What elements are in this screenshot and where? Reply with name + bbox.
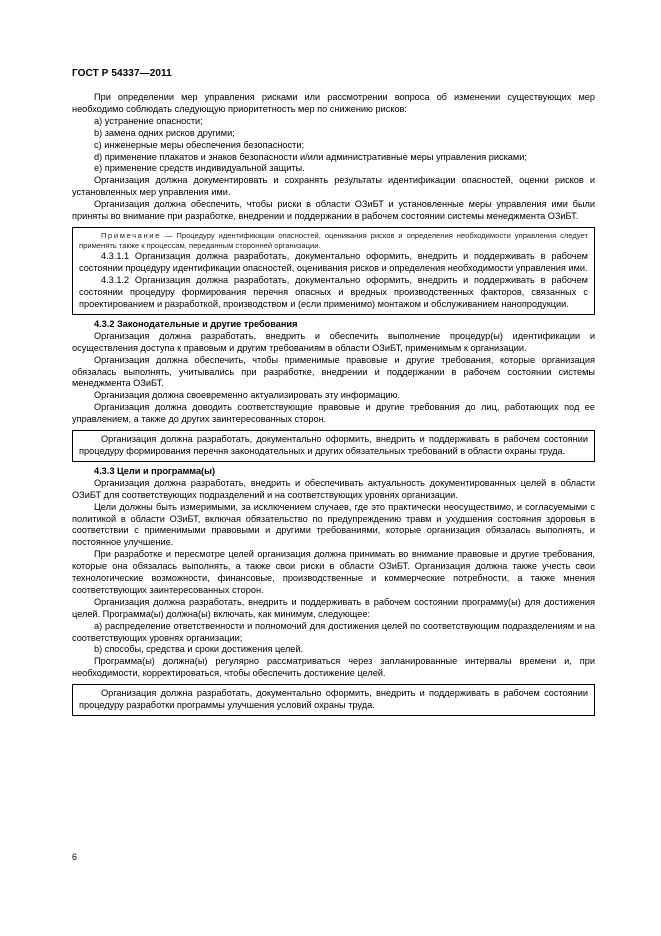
paragraph-risks-considered: Организация должна обеспечить, чтобы риски в области ОЗиБТ и установленные меры управления ими были приняты во внимание при разработке, внедрении и поддержании в рабочем состоянии системы менеджмента ОЗиБТ.	[72, 199, 595, 222]
document-body	[72, 92, 595, 720]
paragraph-4-3-2-3: Организация должна своевременно актуализировать эту информацию.	[94, 390, 401, 401]
clause-4-3-1-1: 4.3.1.1 Организация должна разработать, документально оформить, внедрить и поддерживать в рабочем состоянии процедуру идентификации опасностей, оценивания рисков и определения необходимости управления ими.	[79, 251, 588, 274]
paragraph-document-results: Организация должна документировать и сохранять результаты идентификации опасностей, оценки рисков и установленных мер управления ими.	[72, 175, 595, 198]
page-number: 6	[72, 852, 78, 862]
paragraph-4-3-2-4: Организация должна доводить соответствующие правовые и другие требования до лиц, работающих под ее управлением, а также до других заинтересованных сторон.	[72, 402, 595, 425]
intro-paragraph: При определении мер управления рисками или рассмотрении вопроса об изменении существующих мер необходимо соблюдать следующую приоритетность мер по снижению рисков:	[72, 92, 595, 114]
paragraph-4-3-3-2: Цели должны быть измеримыми, за исключением случаев, где это практически неосуществимо, и согласуемыми с политикой в области ОЗиБТ, включая обязательство по предупреждению травм и ухудшения состояния здоровья в соответствии с применимыми правовыми и другими требованиями, которые организация обязалась выполнять, и постоянное улучшение.	[72, 501, 595, 548]
document-header: ГОСТ Р 54337—2011	[72, 68, 172, 79]
paragraph-4-3-3-4: Организация должна разработать, внедрить и поддерживать в рабочем состоянии программу(ы) для достижения целей. Программа(ы) должна(ы) включать, как минимум, следующее:	[72, 596, 595, 619]
paragraph-4-3-2-1: Организация должна разработать, внедрить и обеспечить выполнение процедур(ы) идентификации и осуществления доступа к правовым и другим требованиям в области ОЗиБТ, применимым к организации.	[72, 330, 595, 353]
list-item-program-a: a) распределение ответственности и полномочий для достижения целей по соответствующим подразделениям и на соответствующих уровнях организации;	[72, 620, 595, 643]
list-item-d: d) применение плакатов и знаков безопасности и/или административные меры управления рисками;	[94, 151, 527, 162]
heading-4-3-2: 4.3.2 Законодательные и другие требования	[94, 318, 298, 329]
boxed-section-legal-requirements	[72, 430, 595, 462]
list-item-c: c) инженерные меры обеспечения безопасности;	[94, 139, 305, 150]
boxed-paragraph-legal: Организация должна разработать, документально оформить, внедрить и поддерживать в рабочем состоянии процедуру формирования перечня законодательных и других обязательных требований в области охраны труда.	[79, 434, 588, 456]
note-text: — Процедуру идентификации опасностей, оценивания рисков и определения необходимости управления следует применять также к процессам, переданным сторонней организации.	[79, 230, 588, 251]
boxed-section-4-3-1	[72, 227, 595, 315]
list-item-a: a) устранение опасности;	[94, 115, 203, 126]
paragraph-4-3-2-2: Организация должна обеспечить, чтобы применимые правовые и другие требования, которые организация обязалась выполнять, учитывались при разработке, внедрении и поддержании в рабочем состоянии системы менеджмента ОЗиБТ.	[72, 354, 595, 389]
boxed-section-program	[72, 684, 595, 716]
note	[79, 231, 588, 251]
paragraph-4-3-3-5: Программа(ы) должна(ы) регулярно рассматриваться через запланированные интервалы времени и, при необходимости, корректироваться, чтобы обеспечить достижение целей.	[72, 656, 595, 679]
boxed-paragraph-program: Организация должна разработать, документально оформить, внедрить и поддерживать в рабочем состоянии процедуру разработки программы улучшения условий охраны труда.	[79, 688, 588, 711]
list-item-program-b: b) способы, средства и сроки достижения целей.	[94, 644, 304, 655]
clause-4-3-1-2: 4.3.1.2 Организация должна разработать, документально оформить, внедрить и поддерживать в рабочем состоянии процедуру формирования перечня опасных и вредных производственных факторов, связанных с проектированием и разработкой, производством и (если применимо) монтажом и обслуживанием нанопродукции.	[79, 275, 588, 309]
paragraph-4-3-3-3: При разработке и пересмотре целей организация должна принимать во внимание правовые и другие требования, которые она обязалась выполнять, а также свои риски в области ОЗиБТ. Организация должна также учесть свои технологические возможности, финансовые, производственные и коммерческие потребности, а также мнения соответствующих заинтересованных сторон.	[72, 549, 595, 595]
list-item-b: b) замена одних рисков другими;	[94, 127, 235, 138]
list-item-e: e) применение средств индивидуальной защиты.	[94, 163, 305, 174]
heading-4-3-3: 4.3.3 Цели и программа(ы)	[94, 465, 216, 476]
paragraph-4-3-3-1: Организация должна разработать, внедрить и обеспечивать актуальность документированных целей в области ОЗиБТ для соответствующих подразделений и на соответствующих уровнях организации.	[72, 477, 595, 500]
note-label: Примечание	[101, 230, 161, 240]
